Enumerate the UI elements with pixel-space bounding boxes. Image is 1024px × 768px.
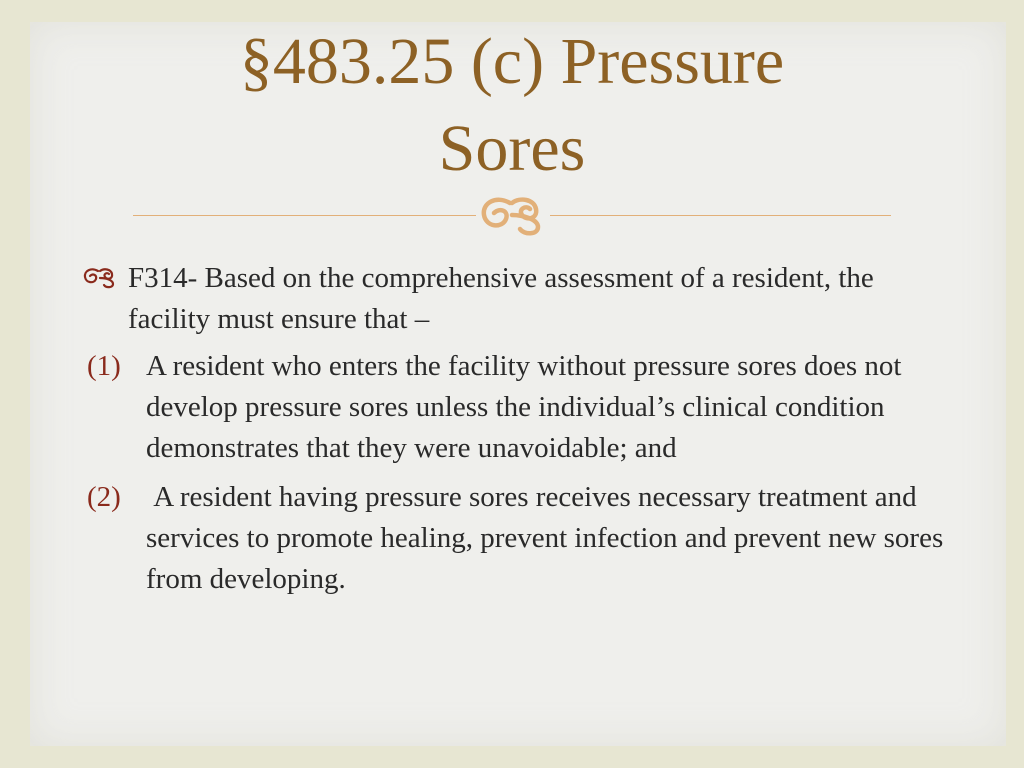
- list-item-text: A resident who enters the facility without pressure sores does not develop pressure sores unless the individual’s clinical condition demonstrates that they were unavoidable; and: [146, 350, 902, 464]
- title-line-1: §483.25 (c) Pressure: [239, 25, 785, 98]
- list-item-number: (1): [87, 350, 121, 382]
- swirl-bullet-icon: [82, 265, 122, 289]
- intro-bullet: [82, 258, 952, 340]
- list-item-text: A resident having pressure sores receives necessary treatment and services to promote healing, prevent infection and prevent new sores from developing.: [146, 481, 951, 595]
- list-item: [82, 346, 952, 469]
- swirl-ornament-icon: [476, 193, 548, 237]
- list-item-number: (2): [87, 481, 121, 513]
- title-line-2: Sores: [438, 112, 586, 186]
- slide-body: [82, 258, 952, 608]
- list-item: [82, 477, 952, 600]
- title-divider-left: [133, 215, 476, 216]
- slide-title: [0, 18, 1024, 192]
- intro-text: F314- Based on the comprehensive assessment of a resident, the facility must ensure that –: [128, 262, 874, 335]
- title-divider-right: [550, 215, 891, 216]
